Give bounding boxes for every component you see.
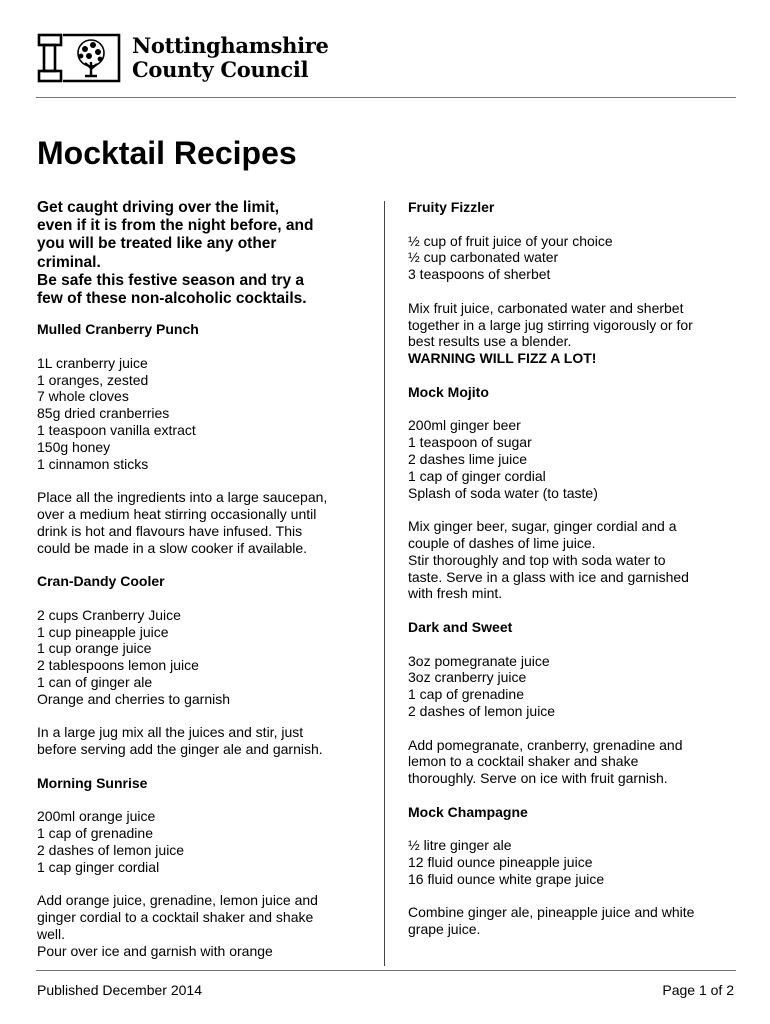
method-line: well.: [37, 925, 66, 942]
page-title: Mocktail Recipes: [37, 135, 297, 171]
method-text: [408, 518, 738, 602]
method-line: over a medium heat stirring occasionally until: [37, 505, 317, 522]
method-text: [37, 489, 377, 556]
recipe-mock-mojito: [408, 384, 738, 602]
ingredient-item: 200ml ginger beer: [408, 417, 521, 434]
method-line: Combine ginger ale, pineapple juice and white: [408, 904, 695, 921]
recipe-title: Fruity Fizzler: [408, 199, 495, 215]
intro-text: [37, 199, 377, 308]
org-name-line2: County Council: [132, 57, 309, 82]
intro-line: criminal.: [37, 253, 101, 271]
method-line: couple of dashes of lime juice.: [408, 534, 596, 551]
ingredient-item: 1L cranberry juice: [37, 354, 148, 371]
method-line: best results use a blender.: [408, 333, 572, 350]
intro-line: you will be treated like any other: [37, 235, 277, 253]
ingredient-item: 150g honey: [37, 438, 111, 455]
method-line: Add orange juice, grenadine, lemon juice and: [37, 892, 318, 909]
recipe-morning-sunrise: [37, 775, 377, 960]
ingredient-item: 2 dashes lime juice: [408, 450, 528, 467]
right-column: [408, 199, 738, 955]
ingredient-item: 1 cup orange juice: [37, 640, 152, 657]
recipe-title: Cran-Dandy Cooler: [37, 573, 165, 590]
ingredient-list: [408, 233, 738, 283]
ingredient-list: [37, 808, 377, 875]
ingredient-item: 1 cap of grenadine: [408, 686, 524, 703]
method-line: could be made in a slow cooker if available.: [37, 539, 308, 556]
org-name-line1: Nottinghamshire: [132, 33, 329, 58]
ingredient-list: [408, 417, 738, 501]
ingredient-item: 85g dried cranberries: [37, 405, 170, 422]
method-line: Add pomegranate, cranberry, grenadine and: [408, 736, 683, 753]
ingredient-item: 1 can of ginger ale: [37, 673, 153, 690]
ingredient-item: 2 dashes of lemon juice: [37, 841, 185, 858]
method-line: Place all the ingredients into a large saucepan,: [37, 489, 328, 506]
warning-text: WARNING WILL FIZZ A LOT!: [408, 350, 597, 367]
ingredient-list: [408, 653, 738, 720]
recipe-mock-champagne: [408, 804, 738, 938]
ingredient-item: 1 cup pineapple juice: [37, 623, 169, 640]
method-text: [408, 737, 738, 787]
oak-tree-logo-icon: [36, 32, 122, 84]
header: [36, 30, 736, 86]
ingredient-item: 2 cups Cranberry Juice: [37, 606, 181, 623]
recipe-title: Morning Sunrise: [37, 774, 148, 791]
recipe-title: Mulled Cranberry Punch: [37, 321, 199, 338]
left-column: [37, 199, 377, 976]
method-text: [408, 300, 738, 367]
method-line: Mix fruit juice, carbonated water and sherbet: [408, 299, 684, 316]
ingredient-item: 1 cap of ginger cordial: [408, 467, 546, 484]
method-text: [408, 904, 738, 938]
ingredient-item: ½ litre ginger ale: [408, 837, 512, 854]
recipe-title: Dark and Sweet: [408, 618, 513, 635]
ingredient-item: 3 teaspoons of sherbet: [408, 266, 551, 283]
ingredient-item: Splash of soda water (to taste): [408, 484, 598, 501]
ingredient-item: ½ cup of fruit juice of your choice: [408, 232, 613, 249]
intro-line: Get caught driving over the limit,: [37, 199, 280, 216]
ingredient-item: 12 fluid ounce pineapple juice: [408, 854, 593, 871]
ingredient-item: 1 cap of grenadine: [37, 825, 153, 842]
method-line: ginger cordial to a cocktail shaker and shake: [37, 909, 314, 926]
recipe-cran-dandy-cooler: [37, 573, 377, 758]
recipe-dark-and-sweet: [408, 619, 738, 787]
method-text: [37, 892, 377, 959]
method-line: lemon to a cocktail shaker and shake: [408, 753, 639, 770]
method-line: Mix ginger beer, sugar, ginger cordial and a: [408, 518, 677, 535]
recipe-mulled-cranberry-punch: [37, 321, 377, 556]
intro-line: Be safe this festive season and try a: [37, 271, 305, 289]
method-line: together in a large jug stirring vigorously or for: [408, 316, 693, 333]
recipe-fruity-fizzler: [408, 199, 738, 367]
method-line: grape juice.: [408, 921, 481, 938]
recipe-title: Mock Mojito: [408, 383, 489, 400]
column-divider: [384, 201, 385, 966]
header-rule: [36, 97, 736, 98]
ingredient-item: Orange and cherries to garnish: [37, 690, 230, 707]
ingredient-item: 3oz cranberry juice: [408, 669, 527, 686]
ingredient-item: ½ cup carbonated water: [408, 249, 559, 266]
ingredient-list: [408, 837, 738, 887]
published-date: Published December 2014: [37, 982, 202, 998]
recipe-title: Mock Champagne: [408, 803, 528, 820]
ingredient-list: [37, 355, 377, 473]
ingredient-item: 1 teaspoon vanilla extract: [37, 422, 196, 438]
ingredient-item: 7 whole cloves: [37, 388, 129, 405]
ingredient-item: 16 fluid ounce white grape juice: [408, 870, 605, 887]
ingredient-item: 2 tablespoons lemon juice: [37, 657, 199, 674]
ingredient-item: 1 cap ginger cordial: [37, 858, 160, 875]
ingredient-item: 3oz pomegranate juice: [408, 652, 550, 669]
method-line: In a large jug mix all the juices and stir, just: [37, 724, 304, 741]
method-text: [37, 724, 377, 758]
method-line: before serving add the ginger ale and garnish.: [37, 741, 323, 758]
intro-line: few of these non-alcoholic cocktails.: [37, 290, 307, 308]
ingredient-item: 1 cinnamon sticks: [37, 455, 149, 472]
method-line: Pour over ice and garnish with orange: [37, 942, 273, 959]
method-line: thoroughly. Serve on ice with fruit garnish.: [408, 770, 668, 787]
ingredient-item: 1 oranges, zested: [37, 371, 149, 388]
ingredient-list: [37, 607, 377, 708]
ingredient-item: 2 dashes of lemon juice: [408, 702, 556, 719]
method-line: taste. Serve in a glass with ice and garnished: [408, 568, 689, 585]
method-line: drink is hot and flavours have infused. This: [37, 522, 303, 539]
ingredient-item: 200ml orange juice: [37, 808, 156, 825]
method-line: with fresh mint.: [408, 585, 503, 602]
intro-line: even if it is from the night before, and: [37, 217, 314, 235]
ingredient-item: 1 teaspoon of sugar: [408, 434, 532, 451]
footer-rule: [36, 970, 736, 971]
page-number: Page 1 of 2: [662, 982, 734, 998]
method-line: Stir thoroughly and top with soda water to: [408, 551, 666, 568]
